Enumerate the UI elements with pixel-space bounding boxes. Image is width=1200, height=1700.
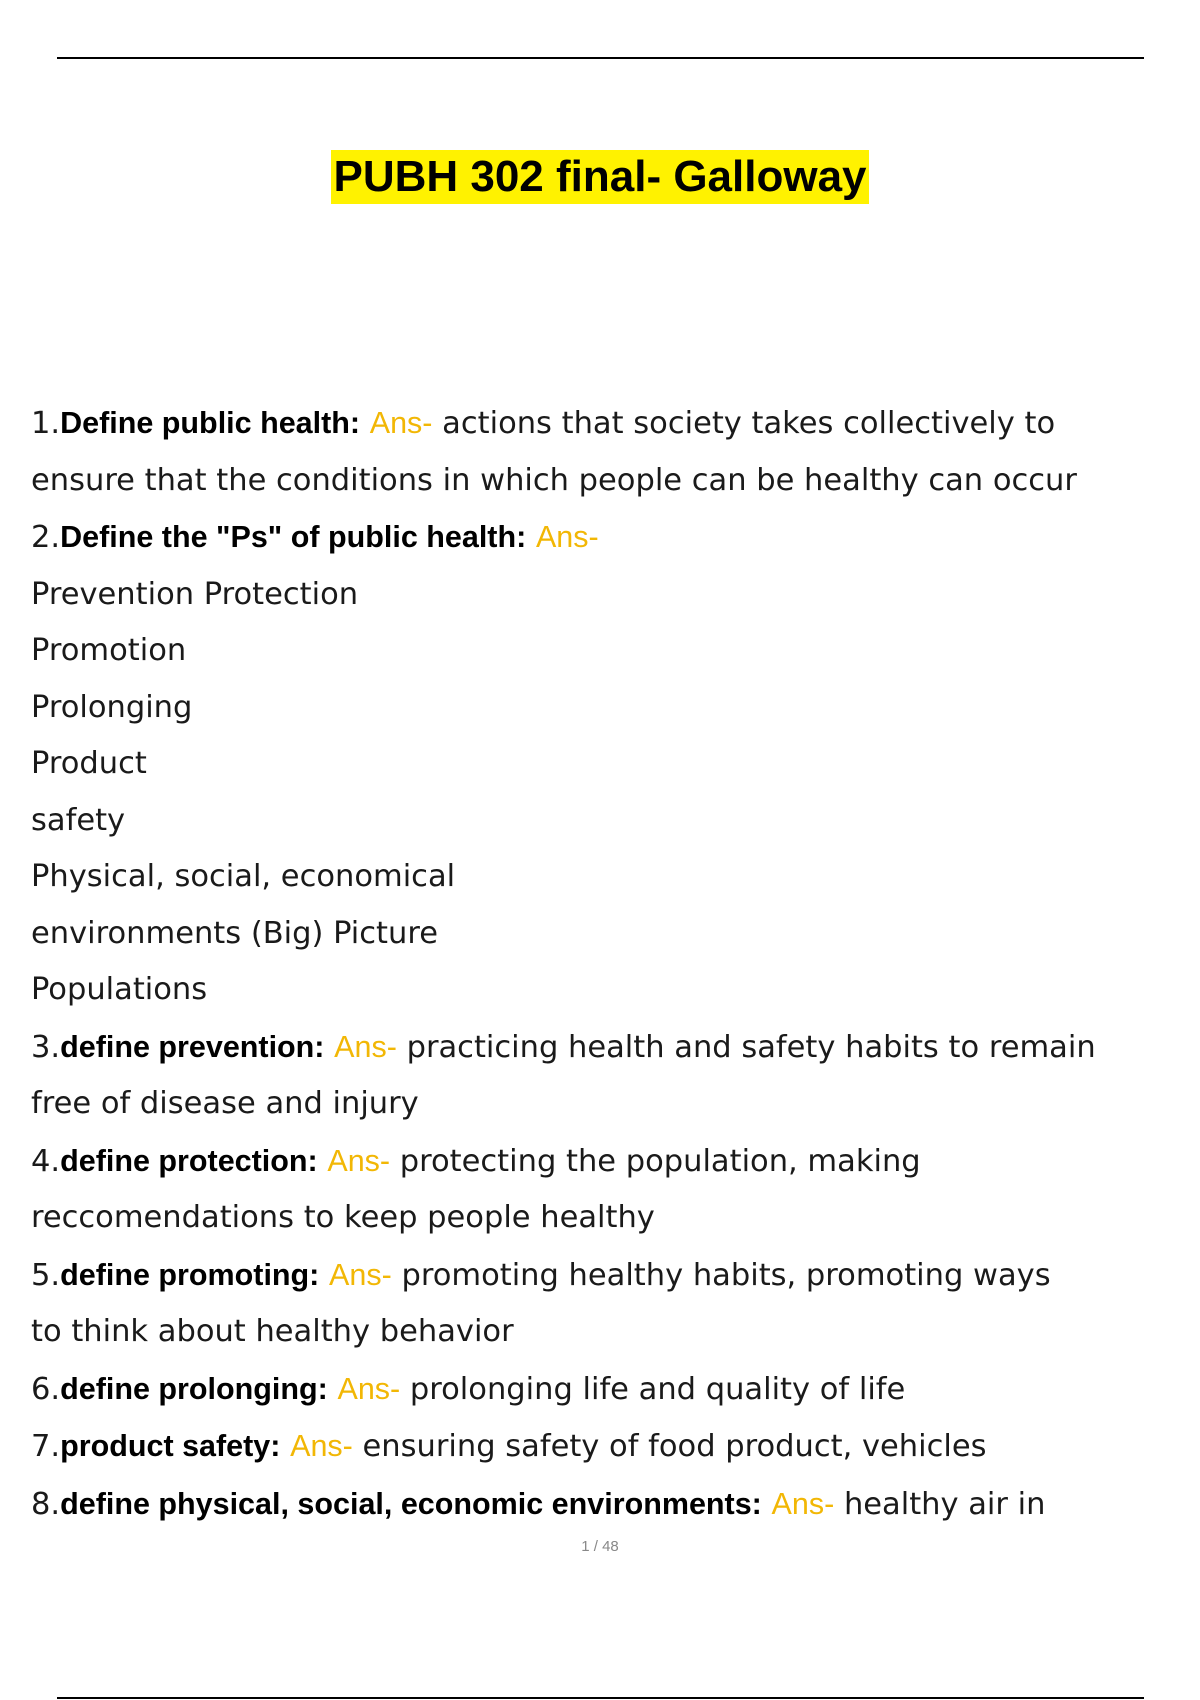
item-number: 4. (31, 1143, 61, 1179)
answer-line: Prevention Protection (31, 576, 359, 612)
answer-text: actions that society takes collectively to (442, 406, 1056, 441)
answer-line: Product (31, 746, 147, 781)
item-number: 8. (31, 1486, 61, 1522)
answer-line: safety (31, 802, 126, 838)
item-number: 1. (31, 406, 61, 441)
qa-item-7 (31, 1418, 1181, 1476)
qa-item-5 (31, 1247, 1181, 1305)
answer-continuation: to think about healthy behavior (31, 1314, 514, 1349)
answer-line: Promotion (31, 633, 187, 668)
question-text: define prevention: (60, 1029, 325, 1064)
question-text: define prolonging: (60, 1371, 328, 1406)
qa-item-6 (31, 1361, 1181, 1419)
question-text: product safety: (60, 1429, 281, 1463)
item-number: 6. (31, 1371, 61, 1407)
answer-continuation: ensure that the conditions in which people can be healthy can occur (31, 462, 1077, 498)
answer-marker: Ans- (329, 1257, 392, 1292)
qa-item-1 (31, 395, 1181, 453)
answer-text: practicing health and safety habits to remain (406, 1029, 1096, 1065)
header-rule (57, 57, 1144, 59)
question-text: Define the "Ps" of public health: (60, 520, 527, 554)
title-block (0, 150, 1200, 204)
answer-text: healthy air in (843, 1486, 1046, 1522)
question-text: define protection: (60, 1143, 318, 1178)
item-number: 7. (31, 1429, 61, 1464)
answer-text: promoting healthy habits, promoting ways (401, 1257, 1051, 1293)
question-text: Define public health: (60, 406, 361, 440)
document-title: PUBH 302 final- Galloway (331, 150, 868, 204)
answer-marker: Ans- (535, 520, 599, 554)
qa-item-8 (31, 1476, 1181, 1534)
answer-marker: Ans- (327, 1143, 391, 1178)
qa-item-4 (31, 1133, 1181, 1191)
question-text: define physical, social, economic environments: (60, 1486, 762, 1521)
item-number: 2. (31, 520, 61, 555)
answer-marker: Ans- (337, 1371, 401, 1406)
answer-line: environments (Big) Picture (31, 915, 438, 951)
question-text: define promoting: (60, 1257, 320, 1292)
answer-marker: Ans- (334, 1029, 397, 1064)
answer-line: Populations (31, 972, 208, 1007)
page-indicator: 1 / 48 (581, 1538, 619, 1555)
answer-text: protecting the population, making (399, 1143, 921, 1179)
item-number: 5. (31, 1257, 61, 1293)
item-number: 3. (31, 1029, 61, 1065)
answer-continuation: free of disease and injury (31, 1086, 419, 1121)
footer-rule (57, 1697, 1144, 1699)
answer-marker: Ans- (771, 1486, 835, 1521)
qa-list (31, 395, 1181, 1533)
answer-marker: Ans- (290, 1429, 353, 1463)
qa-item-3 (31, 1019, 1181, 1077)
qa-item-2 (31, 509, 1181, 567)
answer-line: Prolonging (31, 689, 193, 725)
answer-continuation: reccomendations to keep people healthy (31, 1200, 655, 1235)
answer-text: prolonging life and quality of life (409, 1371, 906, 1407)
answer-text: ensuring safety of food product, vehicles (362, 1429, 987, 1464)
answer-line: Physical, social, economical (31, 859, 456, 894)
answer-marker: Ans- (369, 406, 433, 440)
